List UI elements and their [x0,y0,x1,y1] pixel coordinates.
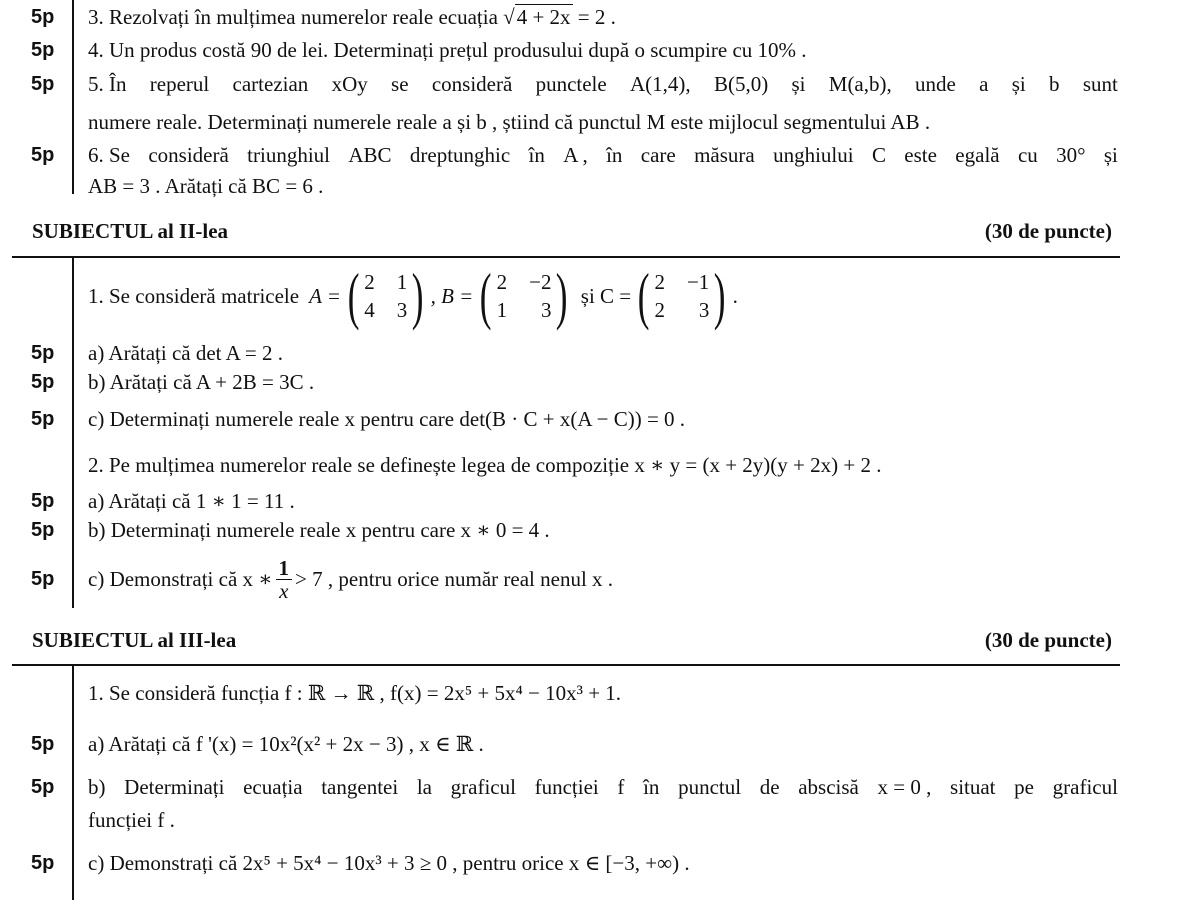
matrix-entry: 4 [364,298,375,322]
section-points: (30 de puncte) [984,628,1112,652]
word: cu [1017,143,1038,167]
section-divider [12,664,1120,666]
matrix-a: ( 2 1 4 3 ) [347,260,424,331]
points-label: 5p [31,490,55,512]
points-label: 5p [31,733,55,755]
word: punctul [678,775,742,799]
question-6-line-1 [88,142,1118,168]
matrix-entry: 3 [698,298,710,322]
word: ABC [348,143,392,167]
exam-page: 5p 3. Rezolvați în mulțimea numerelor reale ecuația √4 + 2x = 2 . 5p 4. Un produs costă 90 de lei. Determinați prețul produsului după o scumpire cu 10% . 5p 5. În reperul cartezian xOy se consideră punctele A(1,4), B(5,0) și M(a,b), unde a și b sunt numere reale. Determinați numerele reale a și b , știind că punctul M este mijlocul segmentului AB . 5p 6. Se consideră triunghiul ABC dreptunghic în A , în care măsura unghiului C este egală cu 30° și AB = 3 . Arătați că BC = 6 . SUBIECTUL al II-lea (30 de puncte) 1. Se consideră matricele A = ( 2 1 4 3 ) , B = ( 2 −2 1 3 ) și C = ( 2 −1 2 3 ) . 5p a) Arătați că det A = 2 . 5p b) Arătați că A + 2B = 3C . 5p c) Determinați numerele reale x pentru care det(B · C + x(A − C)) = 0 . 2. Pe mulțimea numerelor reale se definește legea de compoziție x ∗ y = (x + 2y)(y + 2x) + 2 . 5p a) Arătați că 1 ∗ 1 = 11 . 5p b) Determinați numerele reale x pentru care x ∗ 0 = 4 . 5p c) Demonstrați că x ∗ $\frac{1}{x}$ > 7 , pentru orice număr real nenul x . SUBIECTUL al III-lea (30 de puncte) 1. Se consideră funcția f : ℝ → ℝ , f(x) = 2x⁵ + 5x⁴ − 10x³ + 1. 5p a) Arătați că f '(x) = 10x²(x² + 2x − 3) , x ∈ ℝ . 5p b) Determinați ecuația tangentei la graficul funcției f în punctul de abscisă x = 0 , situat pe graficul funcției f . 5p c) Demonstrați că 2x⁵ + 5x⁴ − 10x³ + 3 ≥ 0 , pentru orice x ∈ [−3, +∞) . [0,0,1200,900]
word: egală [955,143,1000,167]
matrix-c-label: și C = [580,284,632,308]
points-label: 5p [31,342,55,364]
question-1b-line-2: funcției f . [88,808,175,832]
question-6-line-2: AB = 3 . Arătați că BC = 6 . [88,174,324,198]
word: xOy [331,72,368,96]
question-2-intro: 2. Pe mulțimea numerelor reale se definește legea de compoziție x ∗ y = (x + 2y)(y + 2x) + 2 . [88,453,882,477]
word: este [904,143,937,167]
matrix-c: ( 2 −1 2 3 ) [637,260,726,331]
word: reperul [149,72,210,96]
word: consideră [431,72,513,96]
points-label: 5p [31,568,55,590]
word: 30° [1056,143,1086,167]
word: 5. În [88,72,127,96]
word: b [1049,72,1060,96]
word: situat [950,775,996,799]
word: unghiului [773,143,854,167]
points-label: 5p [31,776,55,798]
word: B(5,0) [713,72,769,96]
word: unde [915,72,956,96]
word: măsura [694,143,755,167]
question-1a-text: a) Arătați că det A = 2 . [88,341,283,365]
word: a [979,72,989,96]
fraction-numerator: 1 [276,557,293,580]
word: în [643,775,660,799]
radicand: 4 + 2x [516,5,571,29]
points-label: 5p [31,6,55,28]
word: pe [1014,775,1034,799]
points-label: 5p [31,73,55,95]
question-1b-text: b) Arătați că A + 2B = 3C . [88,370,315,394]
matrix-entry: −2 [529,270,552,294]
word: b) [88,775,106,799]
matrix-entry: 2 [654,270,665,294]
word: Determinați [124,775,225,799]
matrix-b: ( 2 −2 1 3 ) [480,260,569,331]
question-5-line-2: numere reale. Determinați numerele reale a și b , știind că punctul M este mijlocul segmentului AB . [88,110,931,134]
word: consideră [148,143,229,167]
points-label: 5p [31,39,55,61]
question-1a-text: a) Arătați că f '(x) = 10x²(x² + 2x − 3) , x ∈ ℝ . [88,732,484,756]
section-points: (30 de puncte) [984,219,1112,243]
section-header [32,627,1112,653]
word: A , [563,143,588,167]
word: x = 0 , [877,775,932,799]
question-1c-text: c) Demonstrați că 2x⁵ + 5x⁴ − 10x³ + 3 ≥ 0 , pentru orice x ∈ [−3, +∞) . [88,851,690,875]
word: la [416,775,432,799]
points-label: 5p [31,852,55,874]
points-label: 5p [31,371,55,393]
matrix-entry: −1 [686,270,710,294]
word: funcției [534,775,599,799]
question-3-text: 3. Rezolvați în mulțimea numerelor reale ecuația [88,5,498,29]
word: cartezian [232,72,309,96]
matrix-b-label: , B = [430,284,474,308]
word: graficul [1052,775,1118,799]
question-1b-line-1 [88,774,1118,800]
word: și [791,72,806,96]
points-label: 5p [31,519,55,541]
question-2a-text: a) Arătați că 1 ∗ 1 = 11 . [88,489,295,513]
word: triunghiul [247,143,330,167]
word: care [640,143,676,167]
word: 6. Se [88,143,130,167]
points-label: 5p [31,408,55,430]
word: tangentei [321,775,399,799]
equation-rhs: = 2 . [577,5,616,29]
fraction [276,557,293,602]
points-label: 5p [31,144,55,166]
word: și [1011,72,1026,96]
section-divider [12,256,1120,258]
question-4-text: 4. Un produs costă 90 de lei. Determinați prețul produsului după o scumpire cu 10% . [88,38,807,62]
points-column-divider [72,666,74,900]
question-2c-suffix: > 7 , pentru orice număr real nenul x . [295,567,614,591]
matrix-entry: 3 [540,298,552,322]
matrix-entry: 2 [496,270,508,294]
matrix-entry: 2 [364,270,375,294]
word: punctele [535,72,607,96]
question-2b-text: b) Determinați numerele reale x pentru care x ∗ 0 = 4 . [88,518,550,542]
section-header [32,218,1112,244]
word: C [871,143,886,167]
question-2c-prefix: c) Demonstrați că x ∗ [88,567,273,591]
word: și [1103,143,1118,167]
word: în [528,143,545,167]
function-intro: 1. Se consideră funcția f : ℝ → ℝ , f(x) = 2x⁵ + 5x⁴ − 10x³ + 1. [88,681,622,705]
word: graficul [450,775,516,799]
word: f [617,775,625,799]
word: de [759,775,780,799]
matrices-intro: 1. Se consideră matricele [88,284,300,308]
matrix-entry: 2 [654,298,665,322]
question-5-line-1 [88,71,1118,97]
word: abscisă [798,775,859,799]
word: dreptunghic [409,143,511,167]
points-column-divider [72,258,74,608]
matrix-entry: 1 [396,270,408,294]
word: sunt [1082,72,1118,96]
word: M(a,b), [828,72,892,96]
word: ecuația [243,775,303,799]
section-title: SUBIECTUL al II-lea [32,219,229,243]
word: se [391,72,409,96]
matrix-entry: 3 [396,298,408,322]
section-title: SUBIECTUL al III-lea [32,628,237,652]
word: în [606,143,623,167]
matrix-a-label: A = [309,284,341,308]
sqrt-expression: √4 + 2x [503,5,571,29]
word: A(1,4), [630,72,691,96]
question-1c-text: c) Determinați numerele reale x pentru care det(B · C + x(A − C)) = 0 . [88,407,686,431]
matrix-entry: 1 [496,298,508,322]
fraction-denominator: x [279,578,289,603]
points-column-divider [72,0,74,194]
